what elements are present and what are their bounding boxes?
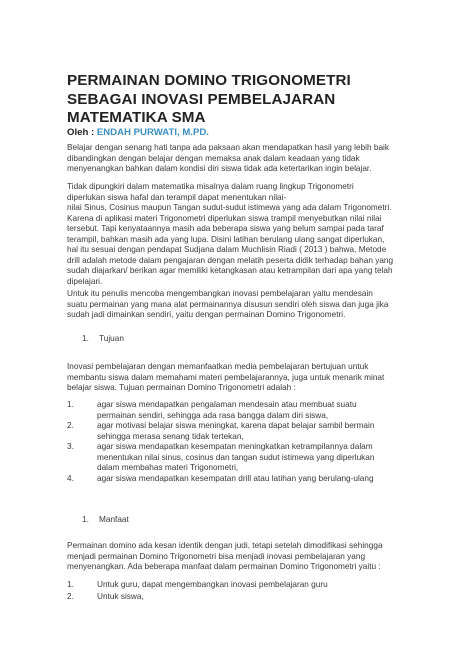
document-title: [67, 72, 427, 128]
title-line: SEBAGAI INOVASI PEMBELAJARAN: [67, 90, 336, 108]
section-number: 1.: [82, 334, 89, 343]
paragraph-intro: Belajar dengan senang hati tanpa ada paksaan akan mendapatkan hasil yang lebih baik dibandingkan dengan belajar dengan memaksa anak dalam keadaan yang tidak menyenangkan bahkan dalam kondisi diri siswa tidak ada ketertarikan ingin belajar.: [67, 143, 389, 174]
title-line: PERMAINAN DOMINO TRIGONOMETRI: [67, 72, 351, 89]
paragraph-inovasi: Untuk itu penulis mencoba mengembangkan inovasi pembelajaran yaitu mendesain suatu permainan yang mana alat permainannya disusun sendiri oleh siswa dan juga jika sudah jadi dimainkan sendiri, yaitu dengan permainan Domino Trigonometri.: [67, 289, 389, 320]
section-label: Manfaat: [99, 515, 129, 524]
author-line: [67, 127, 209, 138]
document-page: PERMAINAN DOMINO TRIGONOMETRI SEBAGAI INOVASI PEMBELAJARAN MATEMATIKA SMA Oleh : ENDAH PURWATI, M.PD. Belajar dengan senang hati tanpa ada paksaan akan mendapatkan hasil yang lebih baik dibandingkan dengan belajar dengan memaksa anak dalam keadaan yang tidak menyenangkan bahkan dalam kondisi diri siswa tidak ada ketertarikan ingin belajar. Tidak dipungkiri dalam matematika misalnya dalam ruang lingkup Trigonometri diperlukan siswa hafal dan terampil dapat menentukan nilai- nilai Sinus, Cosinus maupun Tangan sudut-sudut istimewa yang ada dalam Trigonometri. Karena di aplikasi materi Trigonometri diperlukan siswa trampil menyebutkan nilai nilai tersebut. Tapi kenyataannya masih ada beberapa siswa yang belum sampai pada taraf terampil, bahkan masih ada yang lupa. Disini latihan berulang ulang sangat diperlukan, hal itu sesuai dengan pendapat Sudjana dalam Muchlisin Riadi ( 2013 ) bahwa, Metode drill adalah metode dalam pengajaran dengan melatih peserta didik terhadap bahan yang sudah diajarkan/ berikan agar memiliki ketangkasan atau ketrampilan dari apa yang telah dipelajari. Untuk itu penulis mencoba mengembangkan inovasi pembelajaran yaitu mendesain suatu permainan yang mana alat permainannya disusun sendiri oleh siswa dan juga jika sudah jadi dimainkan sendiri, yaitu dengan permainan Domino Trigonometri. 1. Tujuan Inovasi pembelajaran dengan memanfaatkan media pembelajaran bertujuan untuk membantu siswa dalam memahami materi pembelajarannya, juga untuk menarik minat belajar siswa. Tujuan permainan Domino Trigonometri adalah : 1. agar siswa mendapatkan pengalaman mendesain atau membuat suatu permainan sendiri, sehingga ada rasa bangga dalam diri siswa, 2. agar motivasi belajar siswa meningkat, karena dapat belajar sambil bermain sehingga merasa senang tidak tertekan, 3. agar siswa mendapatkan kesempatan meningkatkan ketrampilannya dalam menentukan nilai sinus, cosinus dan tangan sudut istimewa yang diperlukan dalam membahas materi Trigonometri, 4. agar siswa mendapatkan kesempatan drill atau latihan yang berulang-ulang 1. Manfaat Permainan domino ada kesan identik dengan judi, tetapi setelah dimodifikasi sehingga menjadi permainan Domino Trigonometri bisa menjadi inovasi pembelajaran yang menyenangkan. Ada beberapa manfaat dalam permainan Domino Trigonometri yaitu : 1. Untuk guru, dapat mengembangkan inovasi pembelajaran guru 2. Untuk siswa,: [0, 0, 474, 670]
section-number: 1.: [82, 515, 89, 524]
title-line: MATEMATIKA SMA: [67, 109, 206, 126]
author-label: Oleh :: [67, 127, 95, 138]
author-name: ENDAH PURWATI, M.PD.: [96, 127, 209, 138]
section-label: Tujuan: [99, 334, 124, 343]
paragraph-trigonometri: Tidak dipungkiri dalam matematika misalnya dalam ruang lingkup Trigonometri diperlukan siswa hafal dan terampil dapat menentukan nilai- nilai Sinus, Cosinus maupun Tangan sudut-sudut istimewa yang ada dalam Trigonometri. Karena di aplikasi materi Trigonometri diperlukan siswa trampil menyebutkan nilai nilai tersebut. Tapi kenyataannya masih ada beberapa siswa yang belum sampai pada taraf terampil, bahkan masih ada yang lupa. Disini latihan berulang ulang sangat diperlukan, hal itu sesuai dengan pendapat Sudjana dalam Muchlisin Riadi ( 2013 ) bahwa, Metode drill adalah metode dalam pengajaran dengan melatih peserta didik terhadap bahan yang sudah diajarkan/ berikan agar memiliki ketangkasan atau ketrampilan dari apa yang telah dipelajari.: [67, 182, 394, 286]
paragraph-tujuan: Inovasi pembelajaran dengan memanfaatkan media pembelajaran bertujuan untuk membantu siswa dalam memahami materi pembelajarannya, juga untuk menarik minat belajar siswa. Tujuan permainan Domino Trigonometri adalah :: [67, 362, 385, 393]
paragraph-manfaat: Permainan domino ada kesan identik dengan judi, tetapi setelah dimodifikasi sehingga menjadi permainan Domino Trigonometri bisa menjadi inovasi pembelajaran yang menyenangkan. Ada beberapa manfaat dalam permainan Domino Trigonometri yaitu :: [67, 541, 383, 572]
